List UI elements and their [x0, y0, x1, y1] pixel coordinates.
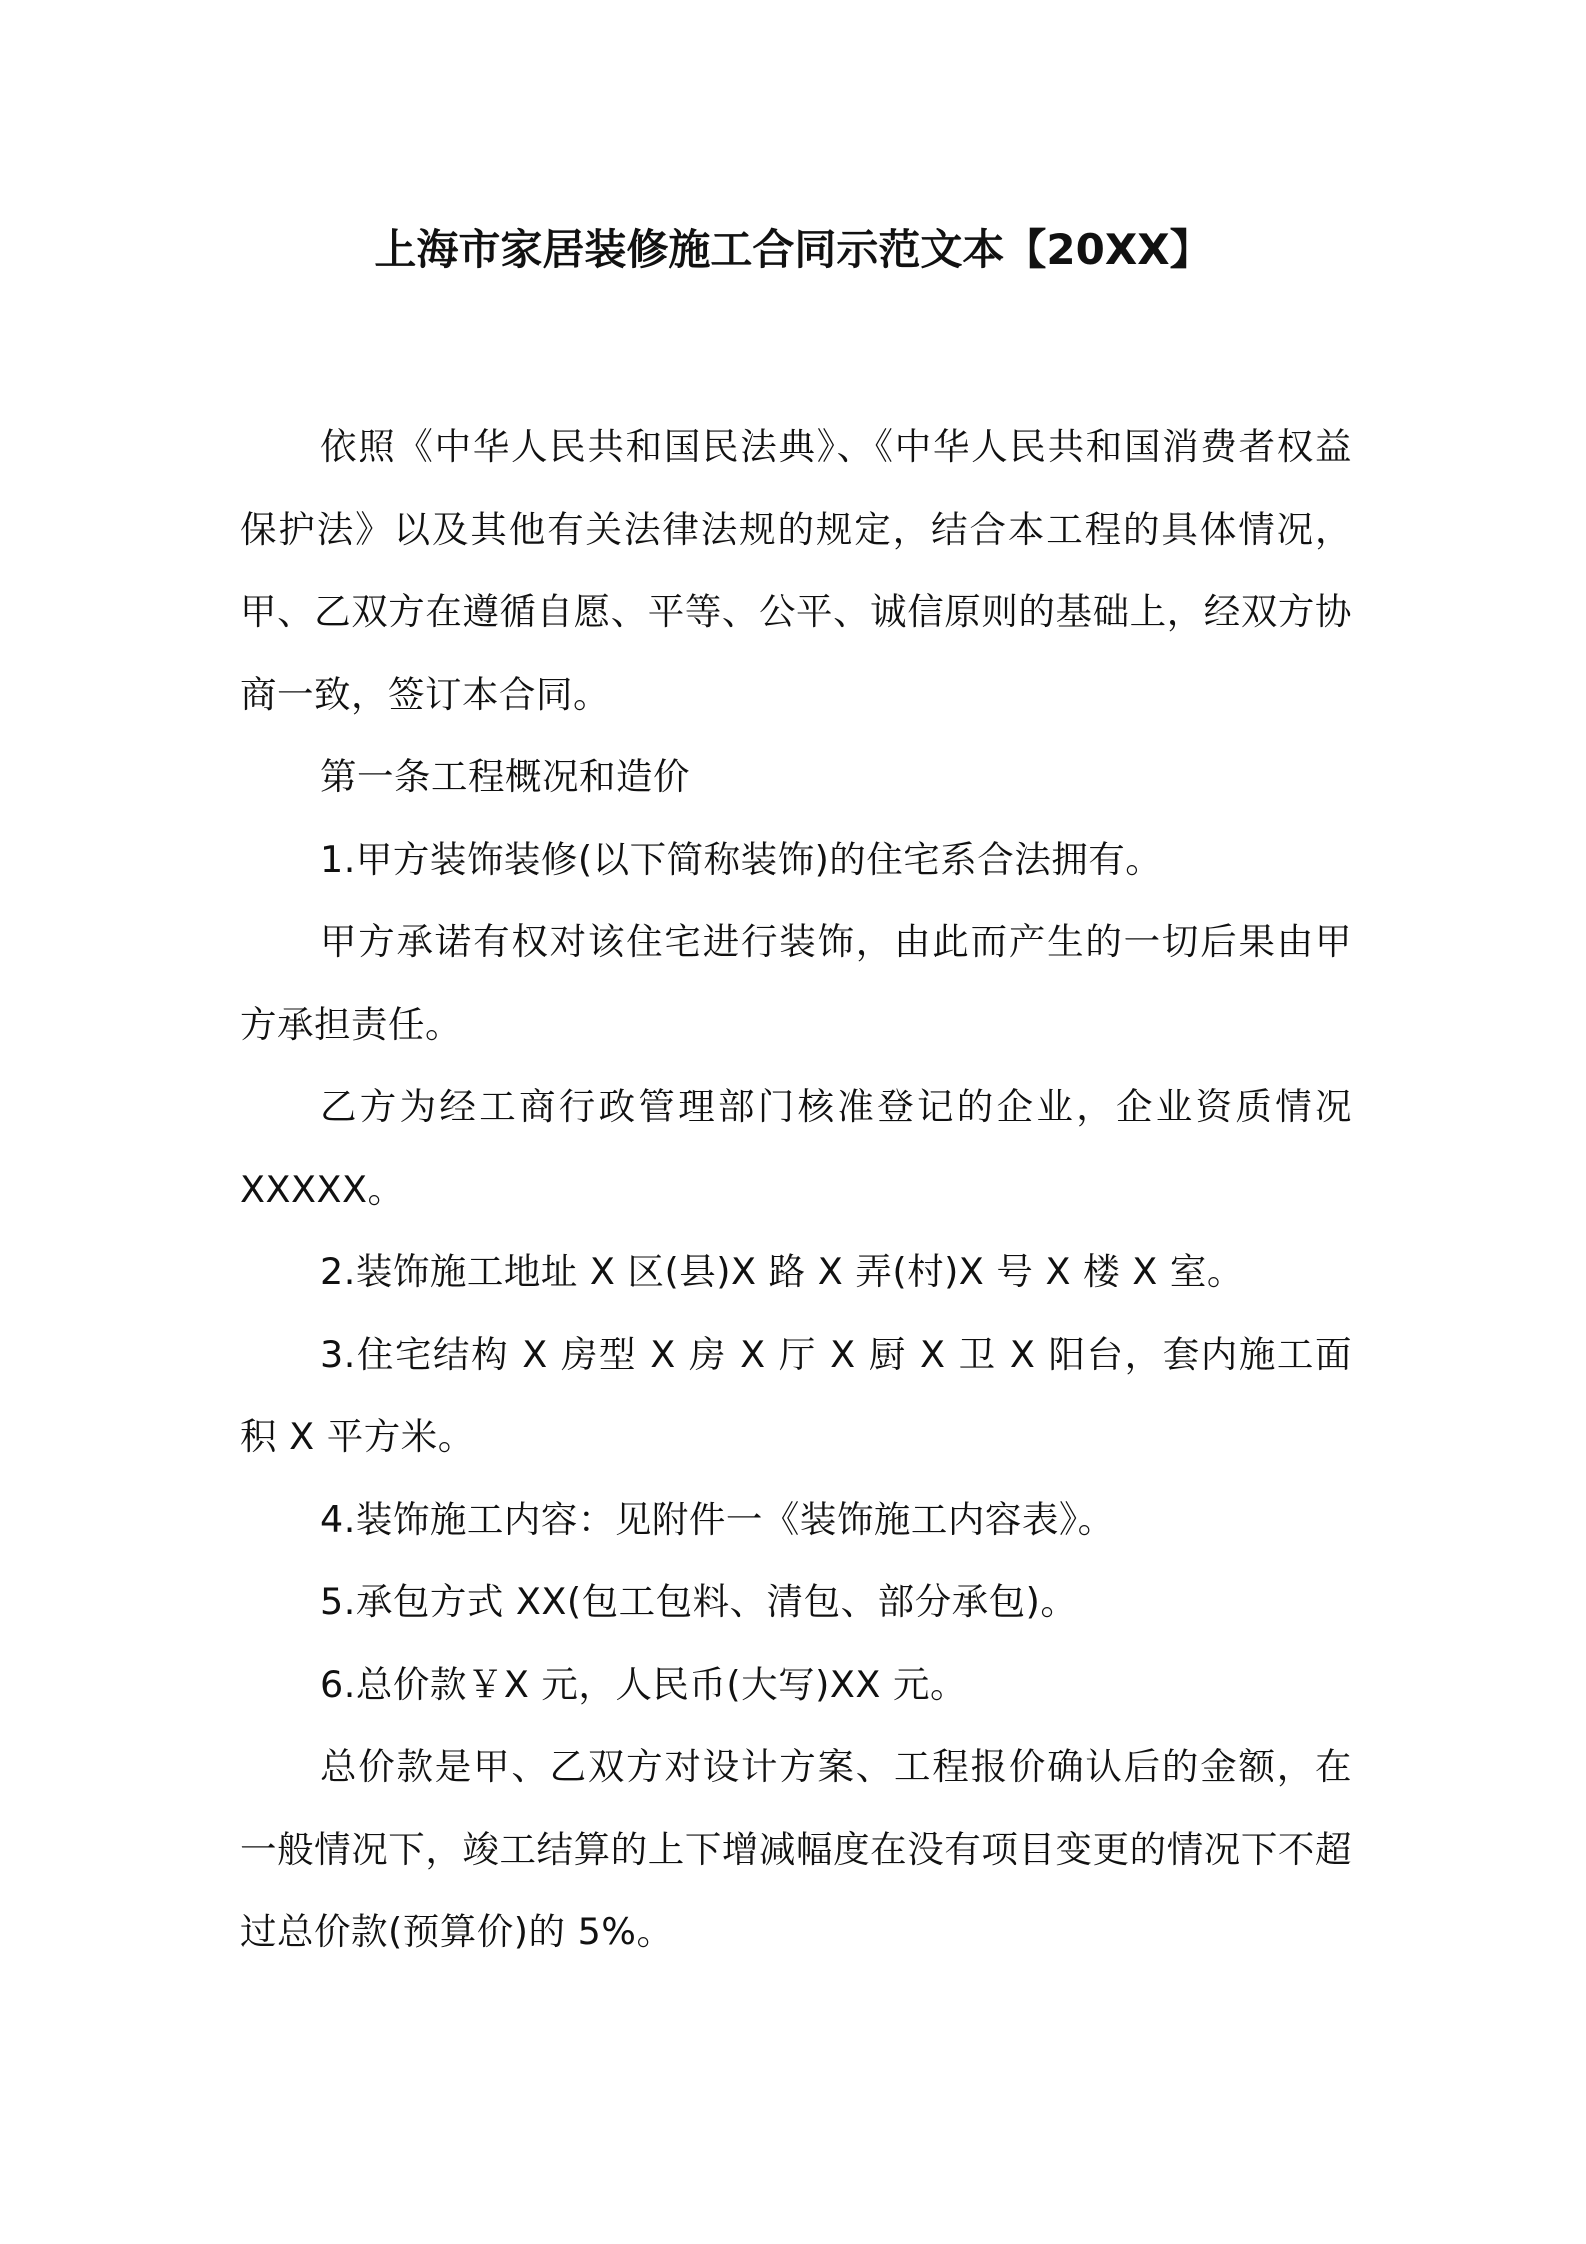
paragraph-item-1: 1.甲方装饰装修(以下简称装饰)的住宅系合法拥有。 [320, 837, 1163, 881]
paragraph-party-a-commitment: 甲方承诺有权对该住宅进行装饰，由此而产生的一切后果由甲方承担责任。 [240, 920, 1352, 1046]
paragraph-item-3: 3.住宅结构 X 房型 X 房 X 厅 X 厨 X 卫 X 阳台，套内施工面积 X 平方米。 [240, 1332, 1352, 1458]
paragraph-item-4: 4.装饰施工内容：见附件一《装饰施工内容表》。 [320, 1497, 1115, 1541]
paragraph-preamble: 依照《中华人民共和国民法典》、《中华人民共和国消费者权益保护法》以及其他有关法律法规的规定，结合本工程的具体情况，甲、乙双方在遵循自愿、平等、公平、诚信原则的基础上，经双方协商一致，签订本合同。 [240, 425, 1352, 716]
paragraph-item-5: 5.承包方式 XX(包工包料、清包、部分承包)。 [320, 1580, 1078, 1623]
paragraph-item-6: 6.总价款￥X 元，人民币(大写)XX 元。 [320, 1662, 968, 1706]
article-one-heading: 第一条工程概况和造价 [320, 755, 690, 798]
paragraph-item-2: 2.装饰施工地址 X 区(县)X 路 X 弄(村)X 号 X 楼 X 室。 [320, 1250, 1244, 1293]
paragraph-total-price-note: 总价款是甲、乙双方对设计方案、工程报价确认后的金额，在一般情况下，竣工结算的上下增减幅度在没有项目变更的情况下不超过总价款(预算价)的 5%。 [240, 1745, 1352, 1953]
document-body [240, 406, 1352, 1974]
document-title: 上海市家居装修施工合同示范文本【20XX】 [374, 225, 1212, 274]
paragraph-party-b-qualification: 乙方为经工商行政管理部门核准登记的企业，企业资质情况XXXXX。 [240, 1085, 1352, 1211]
